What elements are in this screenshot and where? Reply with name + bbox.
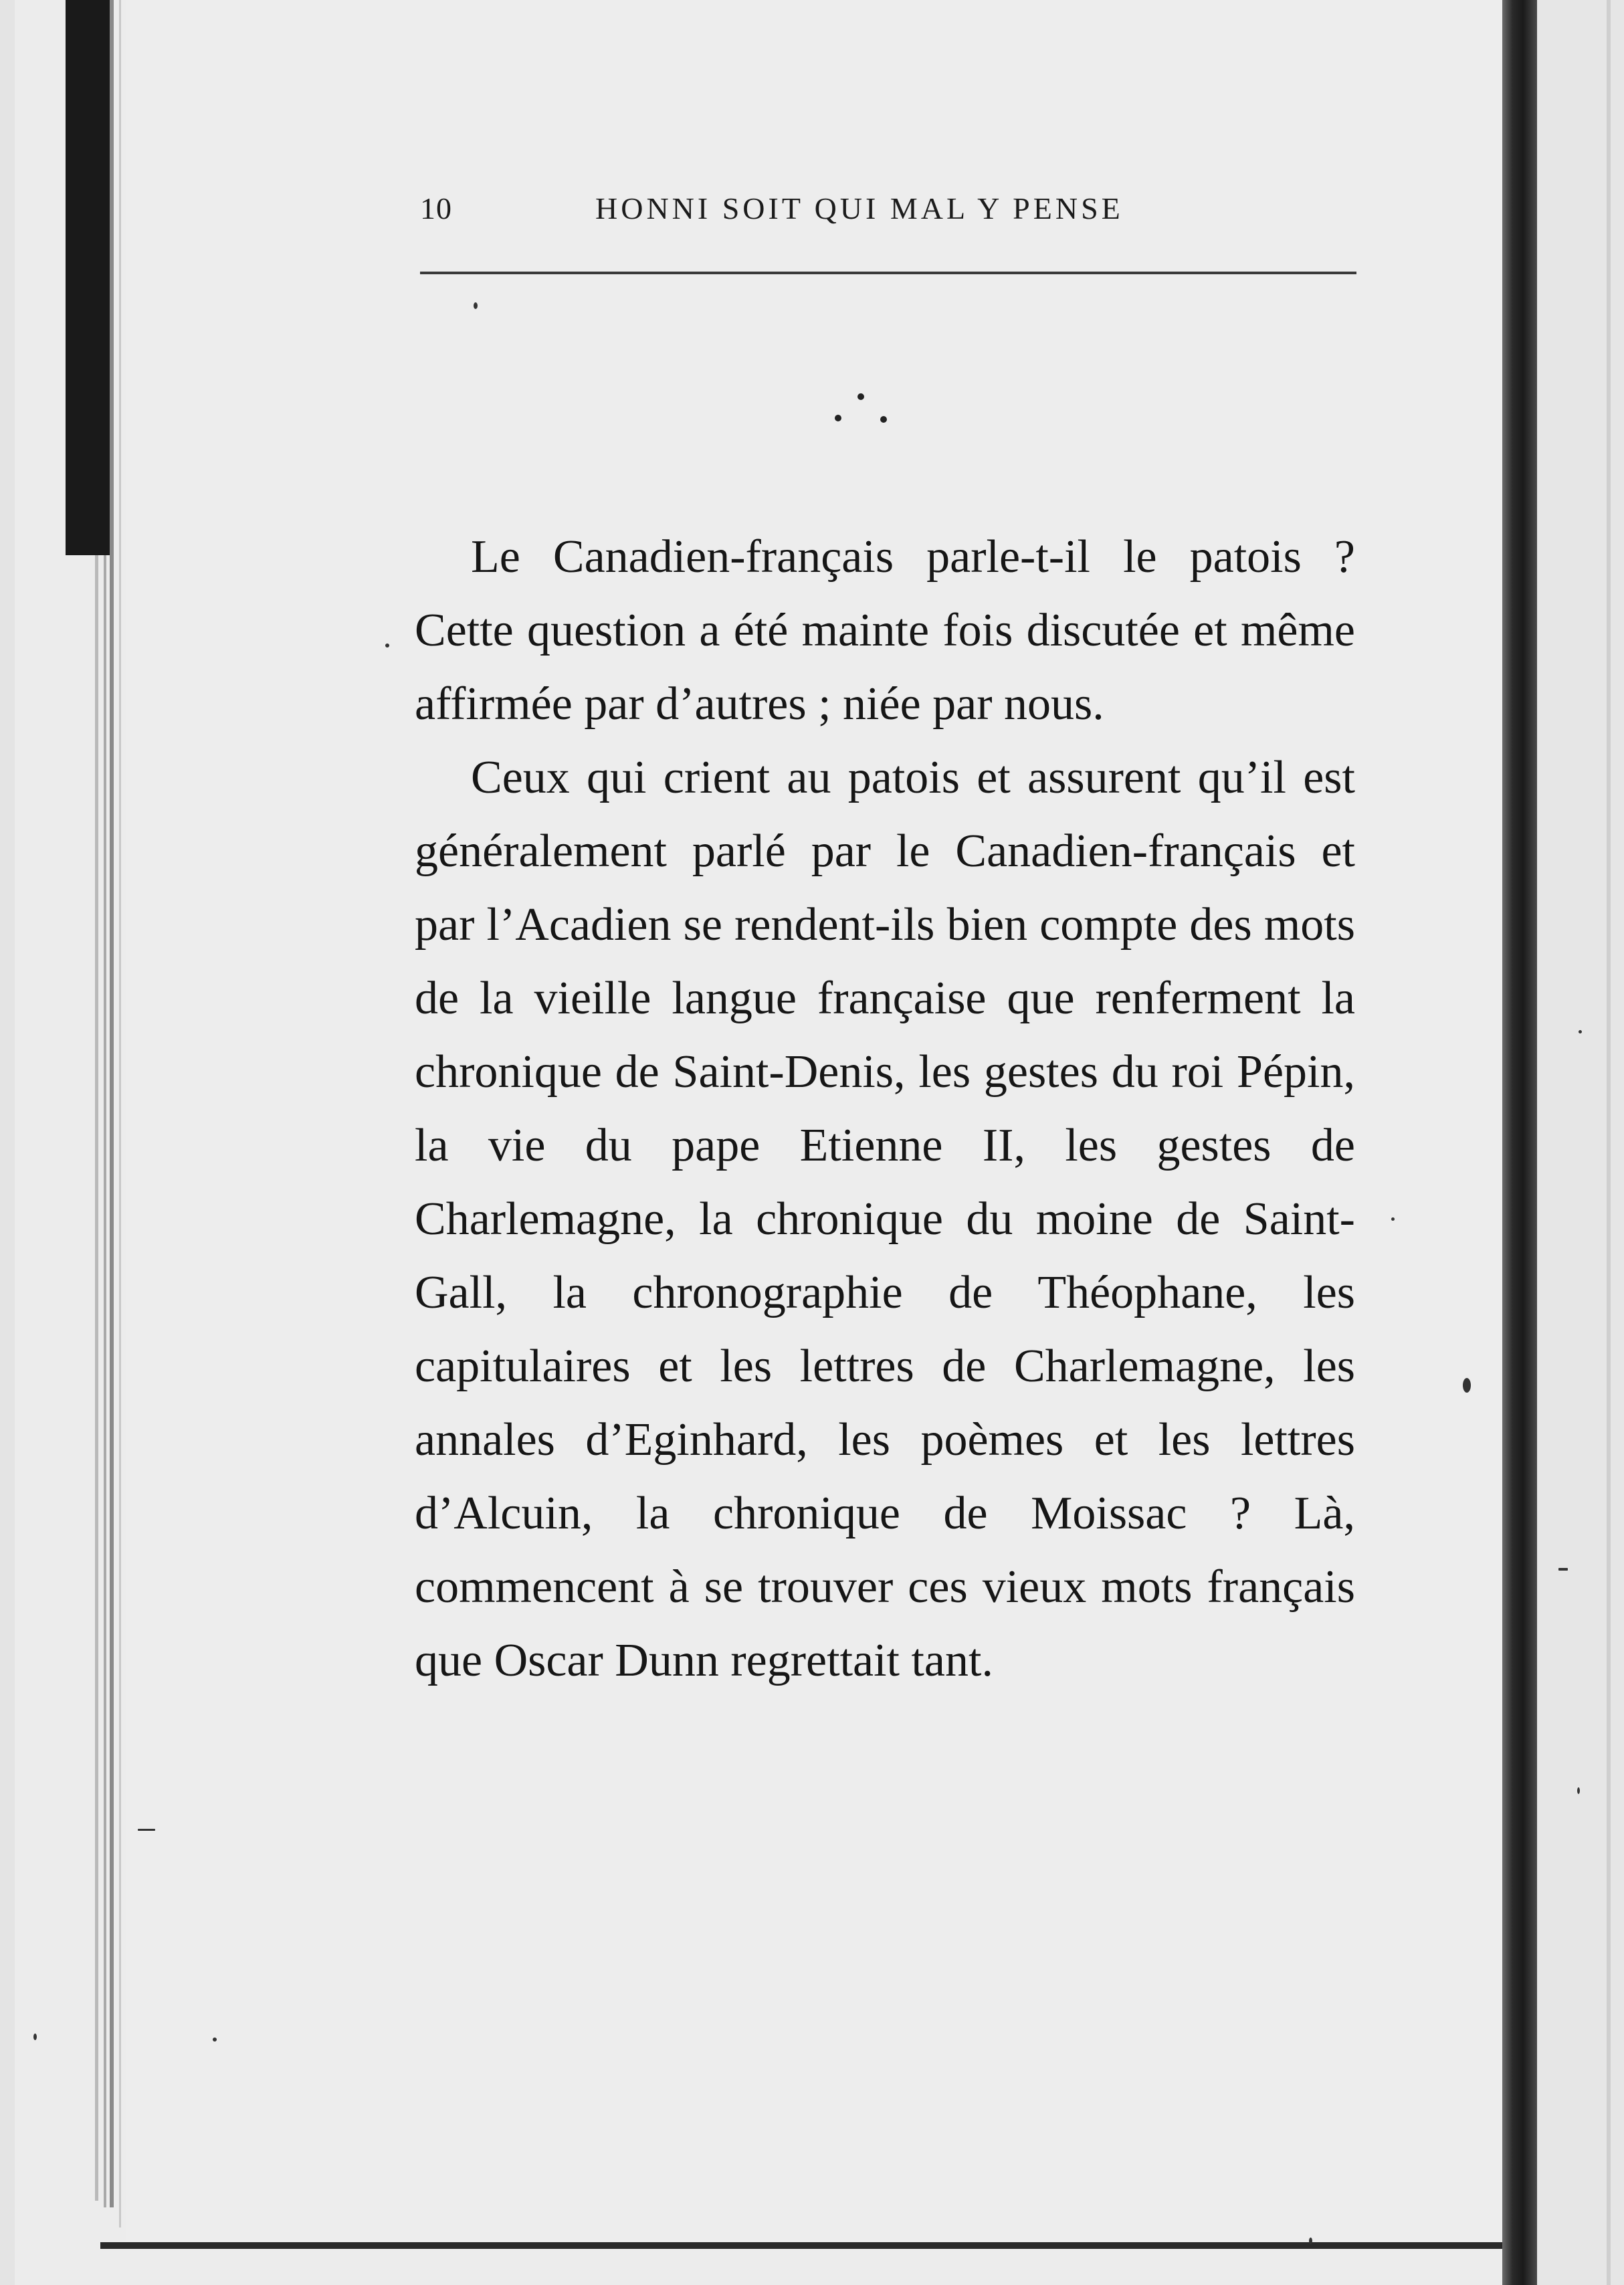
running-title: HONNI SOIT QUI MAL Y PENSE bbox=[595, 191, 1124, 225]
page-number: 10 bbox=[420, 191, 452, 225]
body-text bbox=[415, 520, 1355, 1698]
asterism-dot bbox=[857, 393, 864, 400]
page-stack-edge bbox=[104, 555, 106, 2207]
page-stack-shadow bbox=[66, 0, 110, 555]
page-stack-edge bbox=[110, 0, 114, 2207]
page-stack-edge bbox=[95, 555, 98, 2201]
paragraph: Ceux qui crient au patois et assurent qu’il est généralement parlé par le Canadien-français et par l’Acadien se rendent-ils bien compte des mots de la vieille langue française que renferment la chronique de Saint-Denis, les gestes du roi Pépin, la vie du pape Etienne II, les gestes de Charlemagne, la chronique du moine de Saint-Gall, la chronographie de Théophane, les capitulaires et les lettres de Charlemagne, les annales d’Eginhard, les poèmes et les lettres d’Alcuin, la chronique de Moissac ? Là, commencent à se trouver ces vieux mots français que Oscar Dunn regrettait tant. bbox=[415, 752, 1355, 1686]
book-binding bbox=[1502, 0, 1537, 2285]
asterism-ornament bbox=[824, 387, 898, 433]
scan-speck bbox=[385, 643, 389, 648]
page-stack-edge bbox=[119, 0, 121, 2227]
asterism-dot bbox=[835, 415, 841, 421]
header-rule bbox=[420, 272, 1356, 274]
adjacent-page-edge bbox=[0, 0, 15, 2285]
running-head bbox=[420, 191, 1356, 244]
asterism-dot bbox=[880, 416, 887, 423]
scan-speck bbox=[1577, 1787, 1580, 1794]
scan-speck bbox=[138, 1829, 155, 1831]
paragraph: Le Canadien-français parle-t-il le patois ? Cette question a été mainte fois discutée et même affirmée par d’autres ; niée par nous. bbox=[415, 531, 1355, 730]
scan-speck bbox=[33, 2033, 37, 2040]
scan-speck bbox=[1463, 1378, 1471, 1393]
scan-speck bbox=[1579, 1030, 1582, 1033]
scan-speck bbox=[213, 2038, 217, 2042]
scan-speck bbox=[1558, 1568, 1568, 1571]
scan-speck bbox=[1391, 1217, 1395, 1221]
scan-speck bbox=[1309, 2238, 1312, 2244]
scan-speck bbox=[474, 302, 478, 309]
facing-page-line bbox=[1607, 0, 1611, 2285]
page-bottom-edge bbox=[100, 2242, 1505, 2249]
facing-page-edge bbox=[1537, 0, 1624, 2285]
